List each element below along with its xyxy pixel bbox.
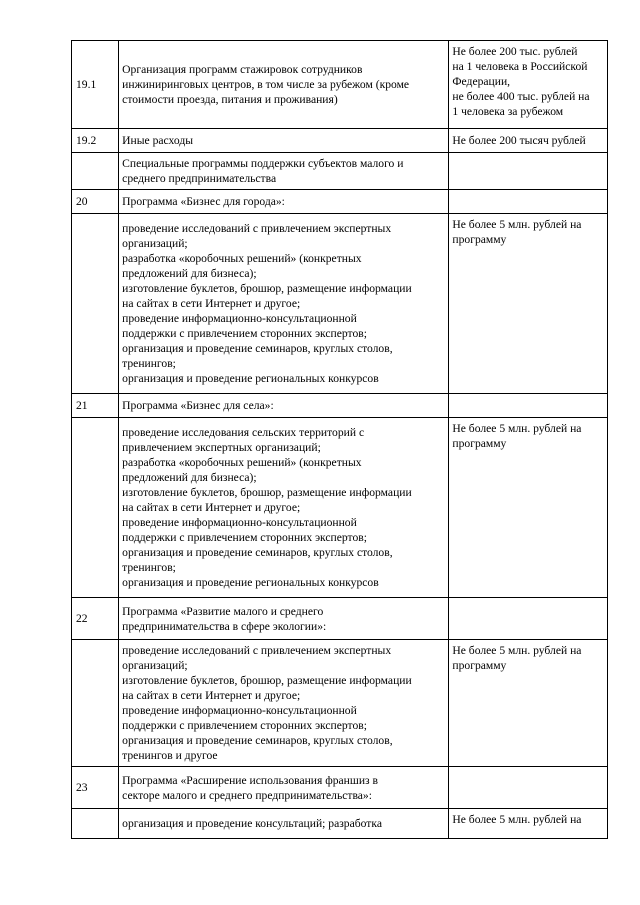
funding-limit-line: программу <box>452 437 507 450</box>
description-cell <box>119 190 449 214</box>
row-number-cell: 22 <box>72 598 119 640</box>
description-cell <box>119 809 449 839</box>
funding-limit-line: Не более 200 тысяч рублей <box>452 134 586 147</box>
description-line: предпринимательства в сфере экологии»: <box>122 619 327 633</box>
funding-limit-line: программу <box>452 659 507 672</box>
description-cell <box>119 41 449 129</box>
funding-limit-line: Не более 200 тыс. рублей <box>452 45 578 58</box>
description-line: изготовление буклетов, брошюр, размещение информации <box>122 674 412 687</box>
row-number-cell: 19.2 <box>72 129 119 153</box>
description-line: организаций; <box>122 237 188 250</box>
description-line: разработка «коробочных решений» (конкретных <box>122 252 362 265</box>
description-line: поддержки с привлечением сторонних экспертов; <box>122 719 367 732</box>
funding-limit-cell <box>449 809 608 839</box>
funding-limit-cell <box>449 214 608 394</box>
description-line: Программа «Бизнес для города»: <box>122 195 285 208</box>
description-line: организация и проведение семинаров, круглых столов, <box>122 342 393 355</box>
description-cell <box>119 214 449 394</box>
funding-limit-line: не более 400 тыс. рублей на <box>452 90 590 103</box>
funding-limit-line: Не более 5 млн. рублей на <box>452 422 582 435</box>
table-row <box>72 41 608 129</box>
description-line: поддержки с привлечением сторонних экспертов; <box>122 327 367 340</box>
row-number-cell <box>72 153 119 190</box>
funding-limit-cell <box>449 394 608 418</box>
description-line: Организация программ стажировок сотрудников <box>122 63 363 76</box>
description-line: проведение информационно-консультационной <box>122 704 357 717</box>
table-row <box>72 190 608 214</box>
row-number-cell <box>72 809 119 839</box>
description-line: Программа «Бизнес для села»: <box>122 399 274 412</box>
row-number-cell <box>72 640 119 767</box>
description-line: организация и проведение региональных конкурсов <box>122 372 379 385</box>
table-row <box>72 640 608 767</box>
funding-limit-line: 1 человека за рубежом <box>452 105 564 118</box>
funding-limit-line: Федерации, <box>452 75 511 88</box>
description-line: Программа «Развитие малого и среднего <box>122 604 324 618</box>
description-cell <box>119 598 449 640</box>
description-line: тренингов и другое <box>122 749 218 762</box>
description-line: организация и проведение региональных конкурсов <box>122 576 379 589</box>
table-body <box>72 41 608 839</box>
description-line: на сайтах в сети Интернет и другое; <box>122 501 301 514</box>
table-row <box>72 767 608 809</box>
description-line: Программа «Расширение использования франшиз в <box>122 773 378 787</box>
funding-limit-cell <box>449 640 608 767</box>
description-line: разработка «коробочных решений» (конкретных <box>122 456 362 469</box>
funding-limit-cell <box>449 598 608 640</box>
description-line: предложений для бизнеса); <box>122 267 257 280</box>
description-cell <box>119 418 449 598</box>
funding-limit-cell <box>449 153 608 190</box>
description-line: Специальные программы поддержки субъектов малого и <box>122 157 404 170</box>
description-line: привлечением экспертных организаций; <box>122 441 321 454</box>
funding-limit-line: Не более 5 млн. рублей на <box>452 813 582 826</box>
description-line: изготовление буклетов, брошюр, размещение информации <box>122 282 412 295</box>
funding-limit-line: Не более 5 млн. рублей на <box>452 218 582 231</box>
funding-limit-cell <box>449 190 608 214</box>
row-number-cell: 20 <box>72 190 119 214</box>
table-row <box>72 809 608 839</box>
description-line: тренингов; <box>122 357 176 370</box>
row-number-cell: 21 <box>72 394 119 418</box>
description-line: предложений для бизнеса); <box>122 471 257 484</box>
row-number-cell: 23 <box>72 767 119 809</box>
funding-limit-cell <box>449 767 608 809</box>
description-line: проведение информационно-консультационной <box>122 312 357 325</box>
funding-limit-line: на 1 человека в Российской <box>452 60 588 73</box>
table-row <box>72 394 608 418</box>
description-cell <box>119 153 449 190</box>
description-cell <box>119 640 449 767</box>
table-row <box>72 418 608 598</box>
funding-limit-cell <box>449 41 608 129</box>
description-line: проведение информационно-консультационной <box>122 516 357 529</box>
description-line: инжиниринговых центров, в том числе за рубежом (кроме <box>122 78 410 91</box>
description-line: организаций; <box>122 659 188 672</box>
description-line: организация и проведение консультаций; разработка <box>122 817 382 830</box>
description-line: проведение исследований с привлечением экспертных <box>122 644 392 657</box>
description-line: проведение исследований с привлечением экспертных <box>122 222 392 235</box>
funding-limit-line: программу <box>452 233 507 246</box>
description-line: поддержки с привлечением сторонних экспертов; <box>122 531 367 544</box>
funding-limit-line: Не более 5 млн. рублей на <box>452 644 582 657</box>
description-cell <box>119 767 449 809</box>
description-line: секторе малого и среднего предпринимательства»: <box>122 788 372 802</box>
description-line: среднего предпринимательства <box>122 172 277 185</box>
row-number-cell <box>72 418 119 598</box>
description-line: проведение исследования сельских территорий с <box>122 426 365 439</box>
description-line: стоимости проезда, питания и проживания) <box>122 93 338 106</box>
table-row <box>72 153 608 190</box>
description-line: тренингов; <box>122 561 176 574</box>
description-line: Иные расходы <box>122 134 194 147</box>
table-row <box>72 598 608 640</box>
funding-limit-cell <box>449 129 608 153</box>
funding-limit-cell <box>449 418 608 598</box>
row-number-cell: 19.1 <box>72 41 119 129</box>
description-cell <box>119 394 449 418</box>
description-line: организация и проведение семинаров, круглых столов, <box>122 546 393 559</box>
table-row <box>72 214 608 394</box>
description-line: организация и проведение семинаров, круглых столов, <box>122 734 393 747</box>
description-cell <box>119 129 449 153</box>
table-row <box>72 129 608 153</box>
description-line: изготовление буклетов, брошюр, размещение информации <box>122 486 412 499</box>
description-line: на сайтах в сети Интернет и другое; <box>122 689 301 702</box>
description-line: на сайтах в сети Интернет и другое; <box>122 297 301 310</box>
support-programs-table <box>71 40 608 839</box>
row-number-cell <box>72 214 119 394</box>
